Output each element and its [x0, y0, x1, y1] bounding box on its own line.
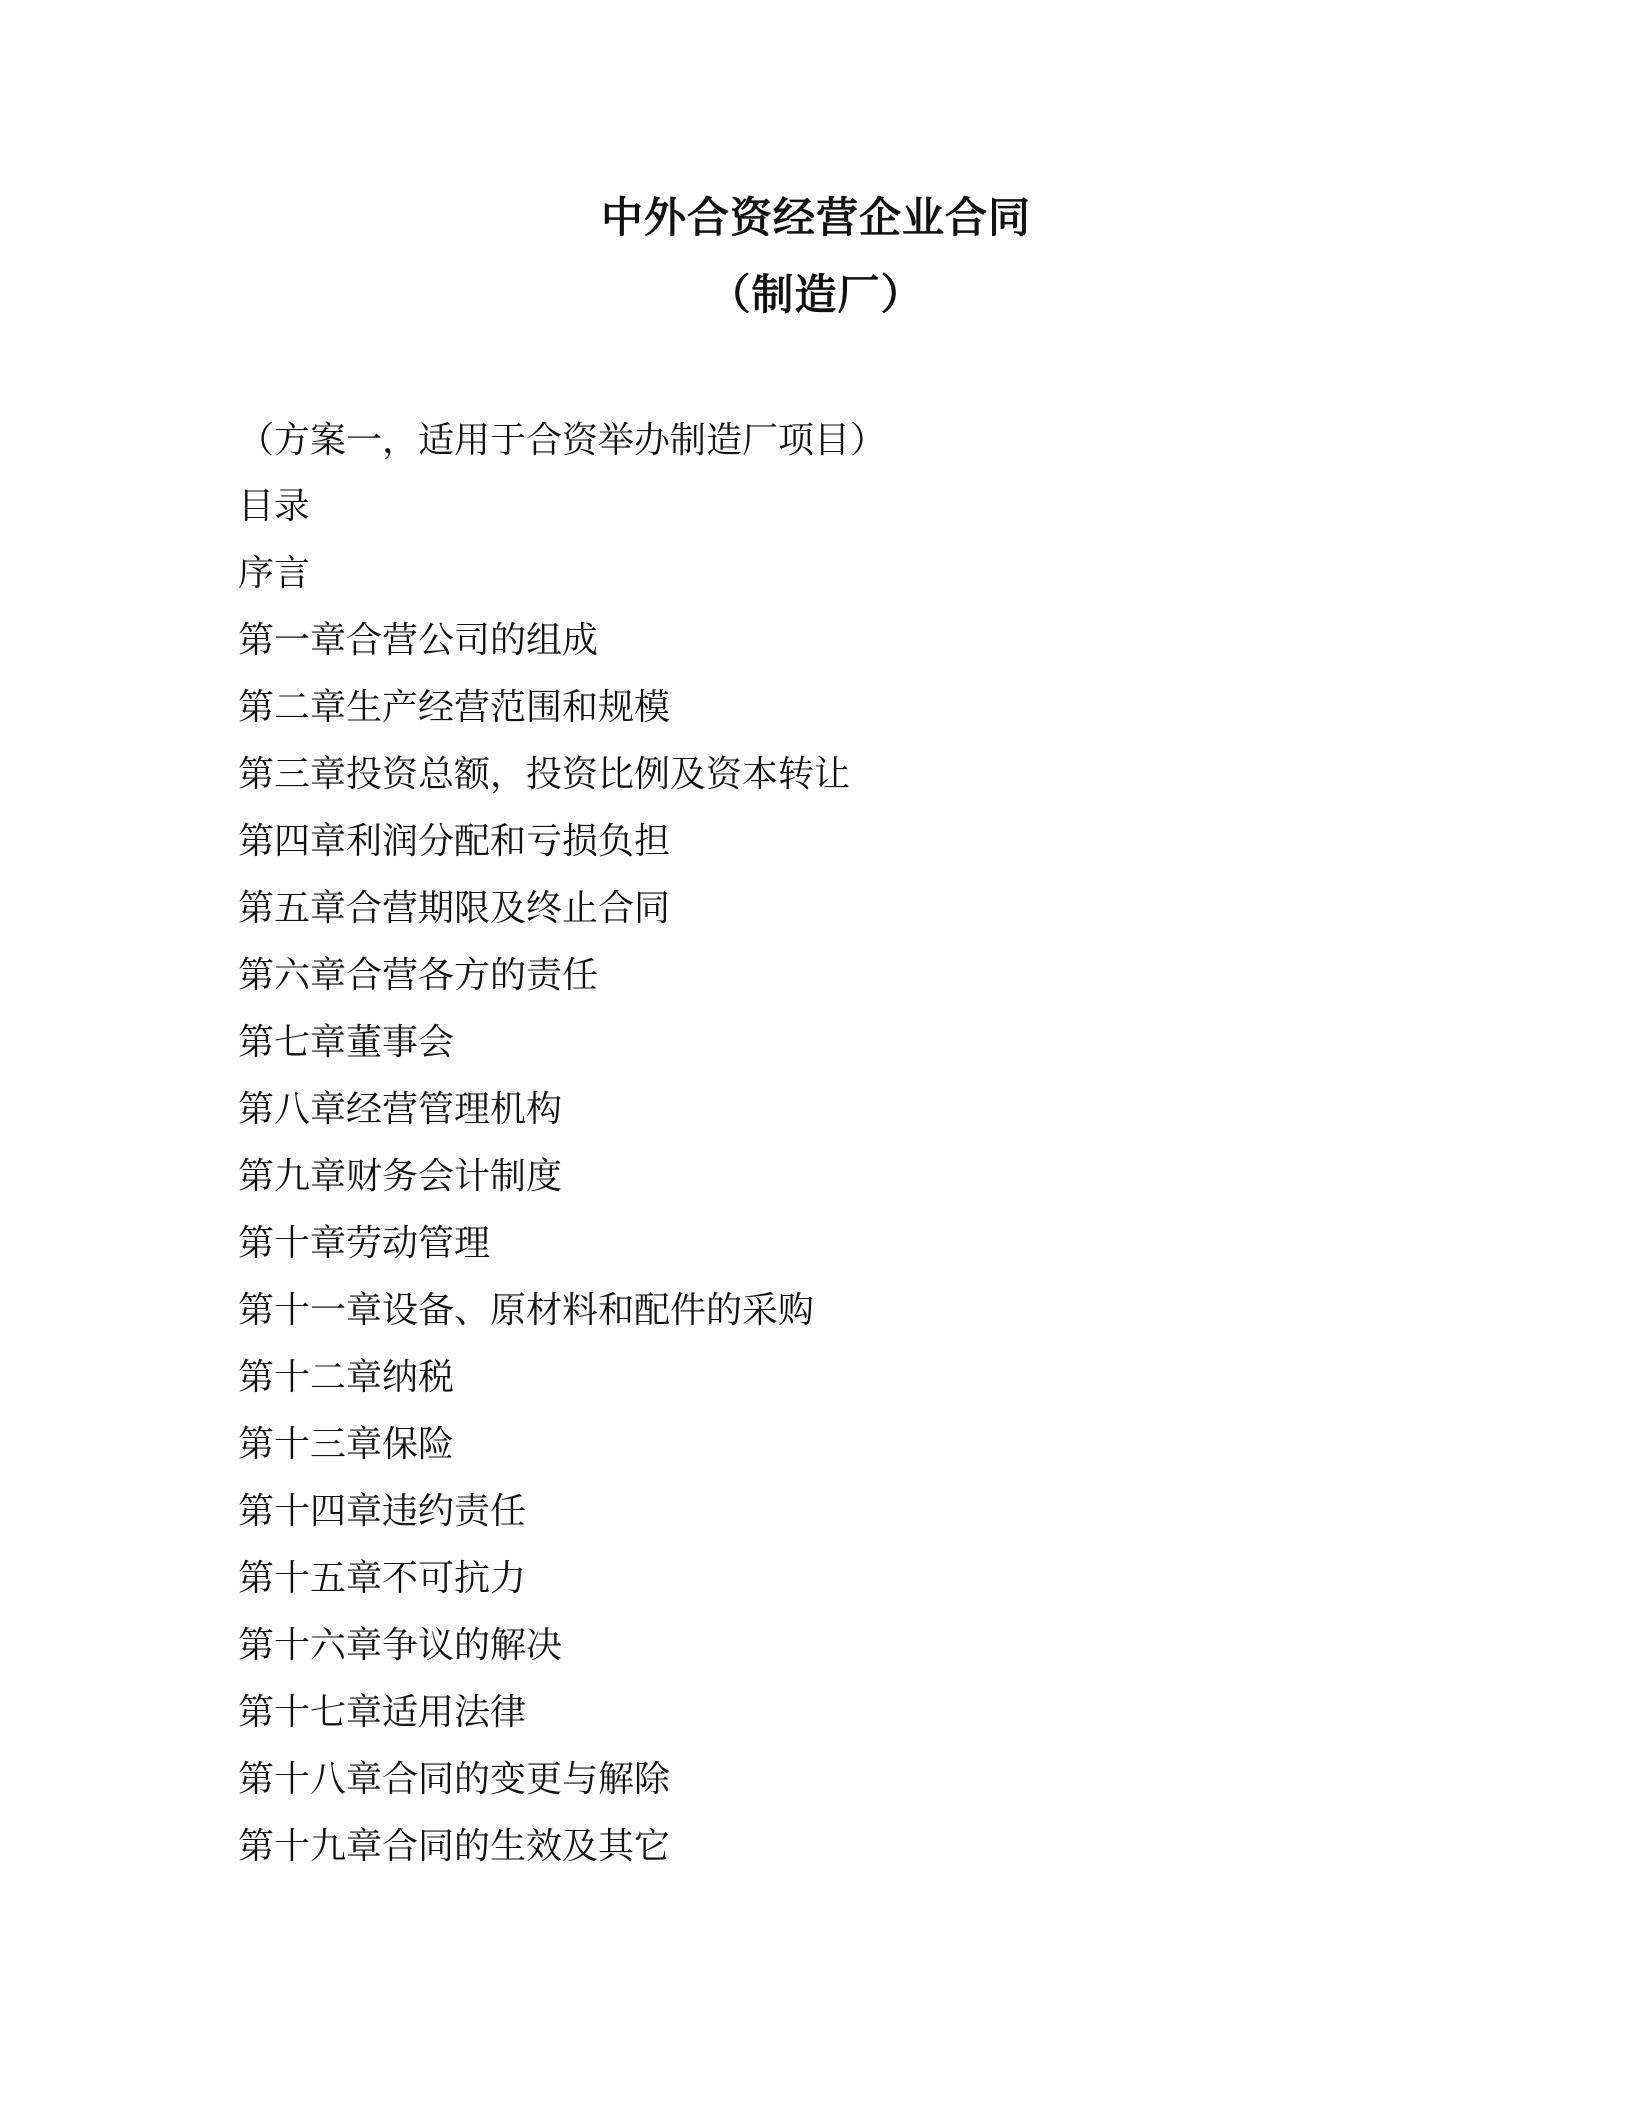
- toc-item: 第十六章争议的解决: [238, 1625, 563, 1666]
- toc-item: 第十八章合同的变更与解除: [238, 1759, 671, 1800]
- document-subtitle: （制造厂）: [708, 270, 924, 319]
- toc-item: 序言: [238, 553, 311, 594]
- toc-item: 第十七章适用法律: [238, 1692, 527, 1733]
- toc-item: 第八章经营管理机构: [238, 1089, 563, 1130]
- toc-item: 第四章利润分配和亏损负担: [238, 821, 671, 862]
- table-of-contents: [238, 540, 1438, 1880]
- scheme-note: （方案一，适用于合资举办制造厂项目）: [238, 420, 887, 461]
- toc-item: 第七章董事会: [238, 1022, 455, 1063]
- toc-item: 第二章生产经营范围和规模: [238, 687, 671, 728]
- document-body: [238, 408, 1438, 1880]
- toc-item: 第十五章不可抗力: [238, 1558, 527, 1599]
- toc-item: 第六章合营各方的责任: [238, 955, 599, 996]
- toc-item: 第九章财务会计制度: [238, 1156, 563, 1197]
- toc-item: 第十章劳动管理: [238, 1223, 491, 1264]
- toc-item: 第十二章纳税: [238, 1357, 455, 1398]
- toc-item: 第五章合营期限及终止合同: [238, 888, 671, 929]
- toc-item: 第十四章违约责任: [238, 1491, 527, 1532]
- toc-item: 第十九章合同的生效及其它: [238, 1826, 671, 1867]
- toc-heading: 目录: [238, 486, 311, 527]
- toc-item: 第三章投资总额，投资比例及资本转让: [238, 754, 851, 795]
- toc-item: 第一章合营公司的组成: [238, 620, 599, 661]
- toc-item: 第十三章保险: [238, 1424, 455, 1465]
- document-title: 中外合资经营企业合同: [600, 193, 1031, 242]
- toc-item: 第十一章设备、原材料和配件的采购: [238, 1290, 815, 1331]
